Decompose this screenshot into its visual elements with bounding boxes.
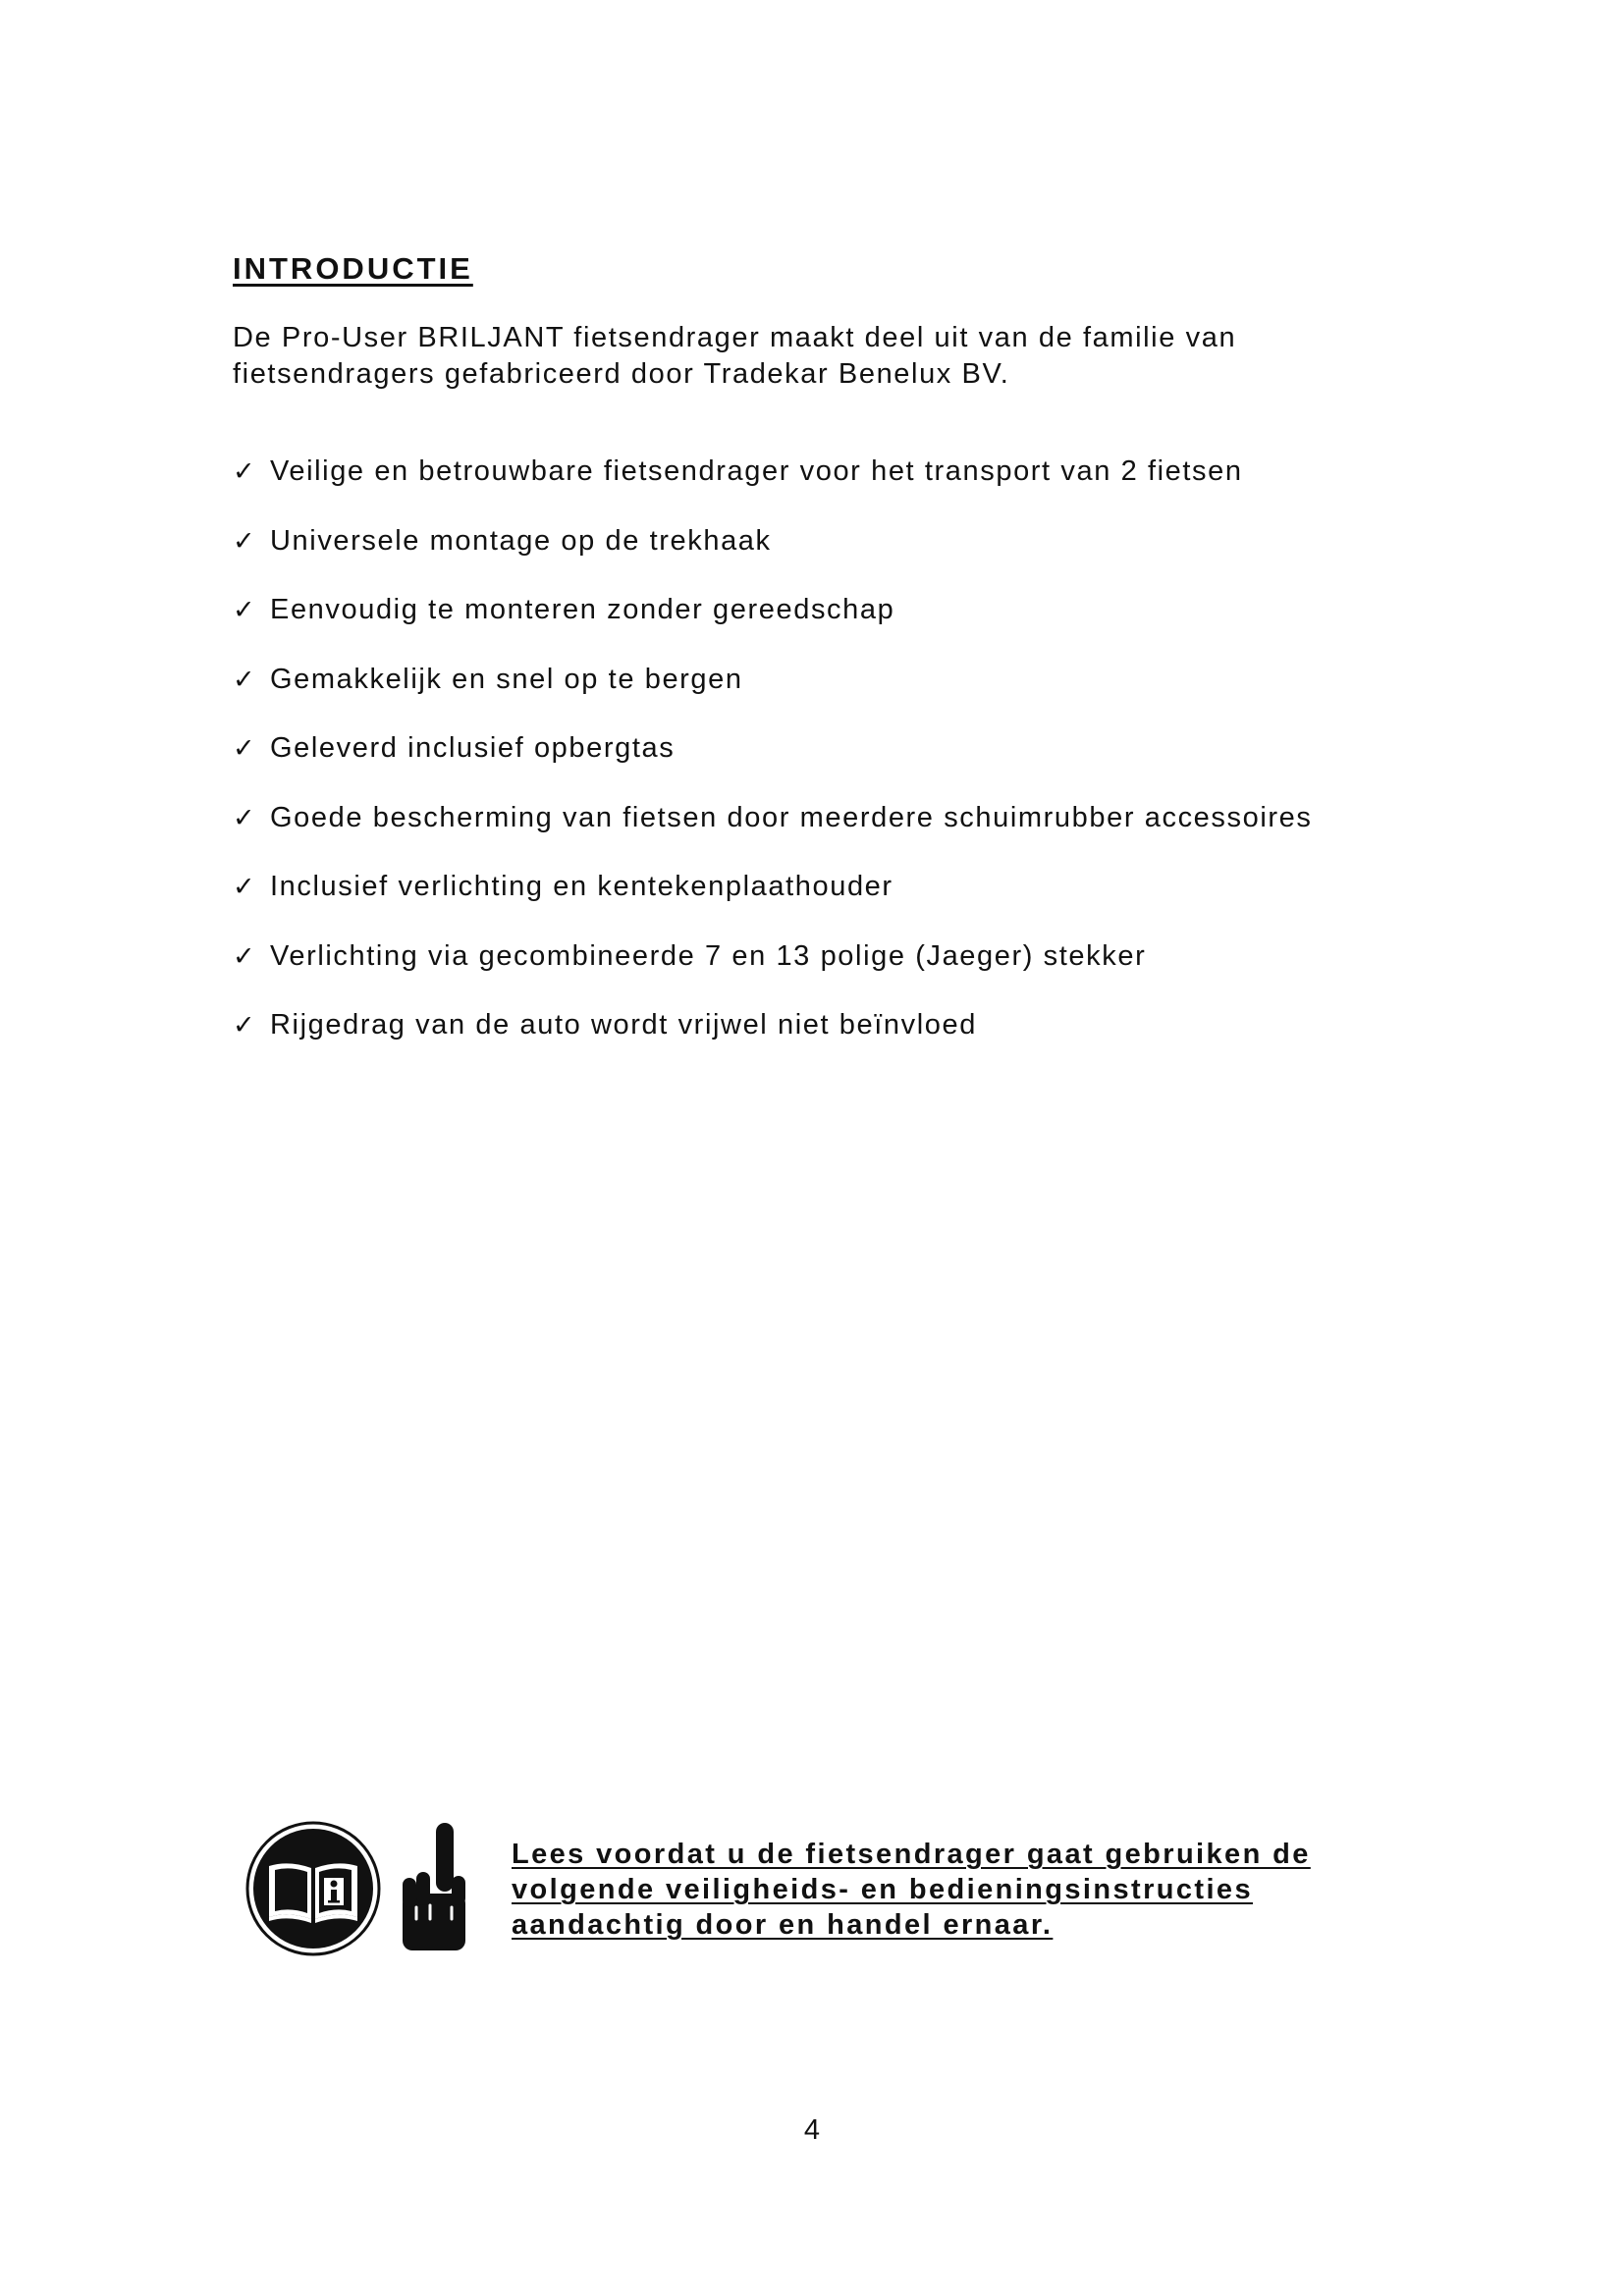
feature-text: Geleverd inclusief opbergtas [270,732,676,764]
feature-list [233,455,1460,1079]
list-item [233,1009,1460,1079]
check-icon: ✓ [233,525,257,557]
check-icon: ✓ [233,595,257,625]
feature-text: Veilige en betrouwbare fietsendrager voor het transport van 2 fietsen [270,455,1243,487]
intro-paragraph: De Pro-User BRILJANT fietsendrager maakt deel uit van de familie van fietsendragers gefabriceerd door Tradekar Benelux BV. [233,322,1237,390]
feature-text: Inclusief verlichting en kentekenplaathouder [270,871,893,902]
pointing-finger-icon [395,1817,473,1954]
list-item [233,594,1460,664]
check-icon: ✓ [233,733,257,764]
read-manual-icon [245,1821,381,1956]
feature-text: Universele montage op de trekhaak [270,524,772,557]
check-icon: ✓ [233,872,257,902]
list-item [233,664,1460,733]
list-item [233,940,1460,1010]
check-icon: ✓ [233,664,257,695]
page-number: 4 [803,2114,821,2146]
feature-text: Goede bescherming van fietsen door meerdere schuimrubber accessoires [270,801,1313,833]
feature-text: Rijgedrag van de auto wordt vrijwel niet beïnvloed [270,1009,977,1041]
feature-text: Gemakkelijk en snel op te bergen [270,663,743,695]
feature-text: Eenvoudig te monteren zonder gereedschap [270,594,895,625]
list-item [233,455,1460,525]
check-icon: ✓ [233,1010,257,1041]
feature-text: Verlichting via gecombineerde 7 en 13 polige (Jaeger) stekker [270,939,1147,972]
list-item [233,871,1460,940]
notice-text: Lees voordat u de fietsendrager gaat gebruiken de volgende veiligheids- en bedieningsinstructies aandachtig door en handel ernaar. [512,1839,1311,1941]
safety-notice [245,1821,1424,1968]
list-item [233,802,1460,872]
list-item [233,525,1460,595]
check-icon: ✓ [233,940,257,972]
check-icon: ✓ [233,456,257,487]
check-icon: ✓ [233,802,257,833]
list-item [233,732,1460,802]
section-heading: INTRODUCTIE [233,251,473,286]
